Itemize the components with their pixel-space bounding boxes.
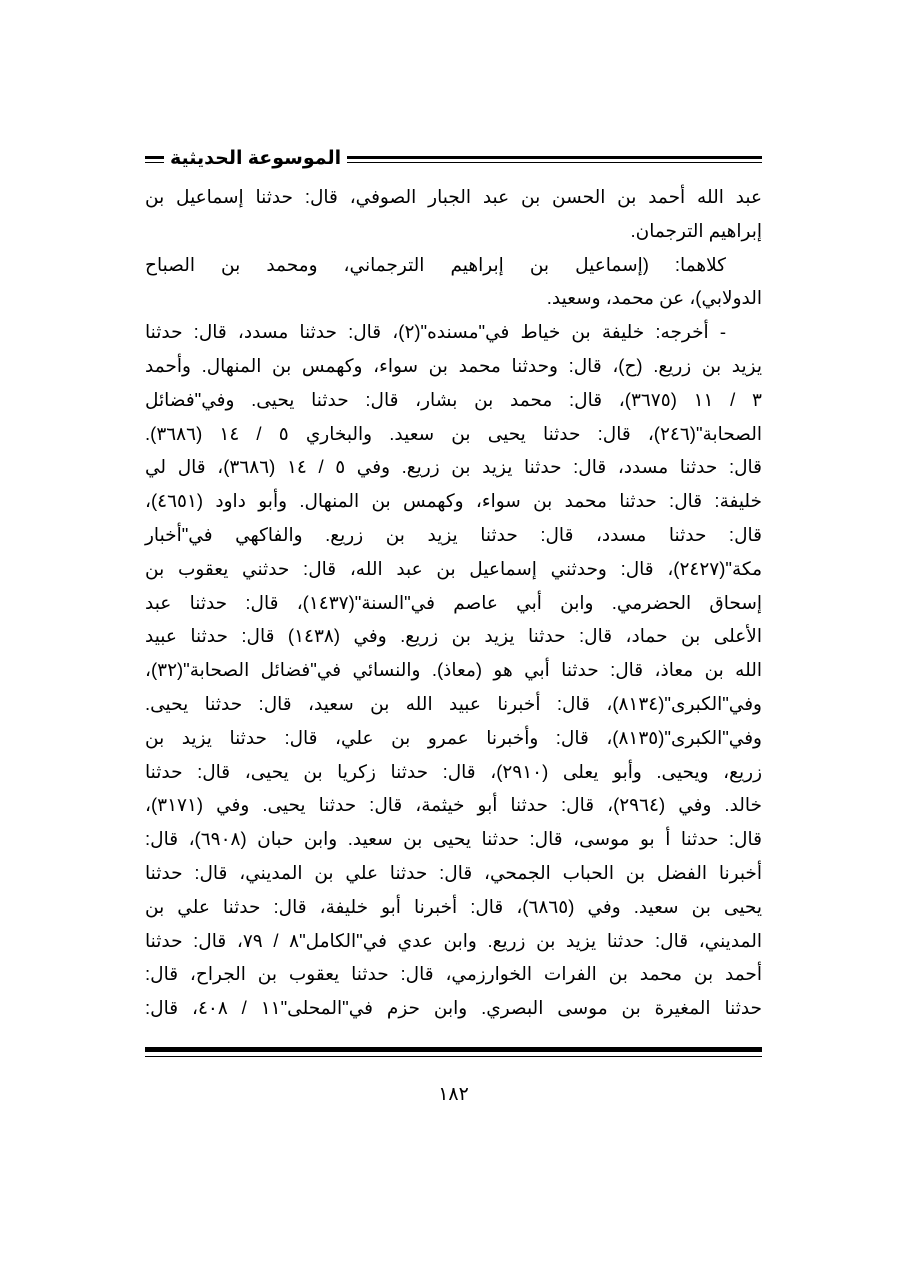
- text-line: أخبرنا الفضل بن الحباب الجمحي، قال: حدثنا علي بن المديني، قال: حدثنا: [145, 861, 762, 883]
- text-line: إبراهيم الترجمان.: [630, 219, 762, 241]
- running-header: [145, 146, 762, 172]
- page-body-text: [145, 180, 762, 1025]
- text-line: وفي"الكبرى"(٨١٣٤)، قال: أخبرنا عبيد الله بن سعيد، قال: حدثنا يحيى.: [145, 692, 762, 714]
- text-line: الله بن معاذ، قال: حدثنا أبي هو (معاذ). والنسائي في"فضائل الصحابة"(٣٢)،: [145, 659, 762, 681]
- text-line: المديني، قال: حدثنا يزيد بن زريع. وابن عدي في"الكامل"٨ / ٧٩، قال: حدثنا: [145, 929, 762, 951]
- text-line: مكة"(٢٤٢٧)، قال: وحدثني إسماعيل بن عبد الله، قال: حدثني يعقوب بن: [145, 557, 762, 579]
- page-number: ١٨٢: [438, 1083, 469, 1105]
- text-line: ٣ / ١١ (٣٦٧٥)، قال: محمد بن بشار، قال: حدثنا يحيى. وفي"فضائل: [145, 388, 762, 410]
- text-line: يحيى بن سعيد. وفي (٦٨٦٥)، قال: أخبرنا أبو خليفة، قال: حدثنا علي بن: [145, 895, 763, 917]
- header-rule-left: [145, 156, 164, 163]
- text-line: خليفة: قال: حدثنا محمد بن سواء، وكهمس بن المنهال. وأبو داود (٤٦٥١)،: [145, 490, 762, 512]
- text-line: عبد الله أحمد بن الحسن بن عبد الجبار الصوفي، قال: حدثنا إسماعيل بن: [145, 186, 762, 207]
- text-line: قال: حدثنا أ بو موسى، قال: حدثنا يحيى بن سعيد. وابن حبان (٦٩٠٨)، قال:: [145, 828, 762, 850]
- page: [145, 146, 762, 1107]
- text-line: كلاهما: (إسماعيل بن إبراهيم الترجماني، ومحمد بن الصباح: [145, 253, 726, 275]
- text-line: خالد. وفي (٢٩٦٤)، قال: حدثنا أبو خيثمة، قال: حدثنا يحيى. وفي (٣١٧١)،: [145, 794, 762, 816]
- text-line: إسحاق الحضرمي. وابن أبي عاصم في"السنة"(١٤٣٧)، قال: حدثنا عبد: [145, 591, 762, 613]
- header-title: الموسوعة الحديثية: [170, 148, 342, 169]
- footer-rule: [145, 1047, 762, 1057]
- text-line: - أخرجه: خليفة بن خياط في"مسنده"(٢)، قال: حدثنا مسدد، قال: حدثنا: [145, 321, 726, 343]
- text-line: الدولابي)، عن محمد، وسعيد.: [546, 287, 762, 309]
- text-line: قال: حدثنا مسدد، قال: حدثنا يزيد بن زريع. وفي ٥ / ١٤ (٣٦٨٦)، قال لي: [145, 456, 763, 478]
- text-line: قال: حدثنا مسدد، قال: حدثنا يزيد بن زريع. والفاكهي في"أخبار: [145, 523, 762, 545]
- text-line: زريع، ويحيى. وأبو يعلى (٢٩١٠)، قال: حدثنا زكريا بن يحيى، قال: حدثنا: [145, 760, 762, 782]
- text-line: يزيد بن زريع. (ح)، قال: وحدثنا محمد بن سواء، وكهمس بن المنهال. وأحمد: [145, 354, 762, 376]
- text-line: الصحابة"(٢٤٦)، قال: حدثنا يحيى بن سعيد. والبخاري ٥ / ١٤ (٣٦٨٦).: [145, 422, 762, 444]
- text-line: أحمد بن محمد بن الفرات الخوارزمي، قال: حدثنا يعقوب بن الجراح، قال:: [145, 963, 762, 985]
- text-line: الأعلى بن حماد، قال: حدثنا يزيد بن زريع. وفي (١٤٣٨) قال: حدثنا عبيد: [145, 625, 762, 647]
- header-rule-right: [347, 156, 762, 163]
- text-line: وفي"الكبرى"(٨١٣٥)، قال: وأخبرنا عمرو بن علي، قال: حدثنا يزيد بن: [145, 726, 762, 748]
- text-line: حدثنا المغيرة بن موسى البصري. وابن حزم في"المحلى"١١ / ٤٠٨، قال:: [145, 997, 762, 1019]
